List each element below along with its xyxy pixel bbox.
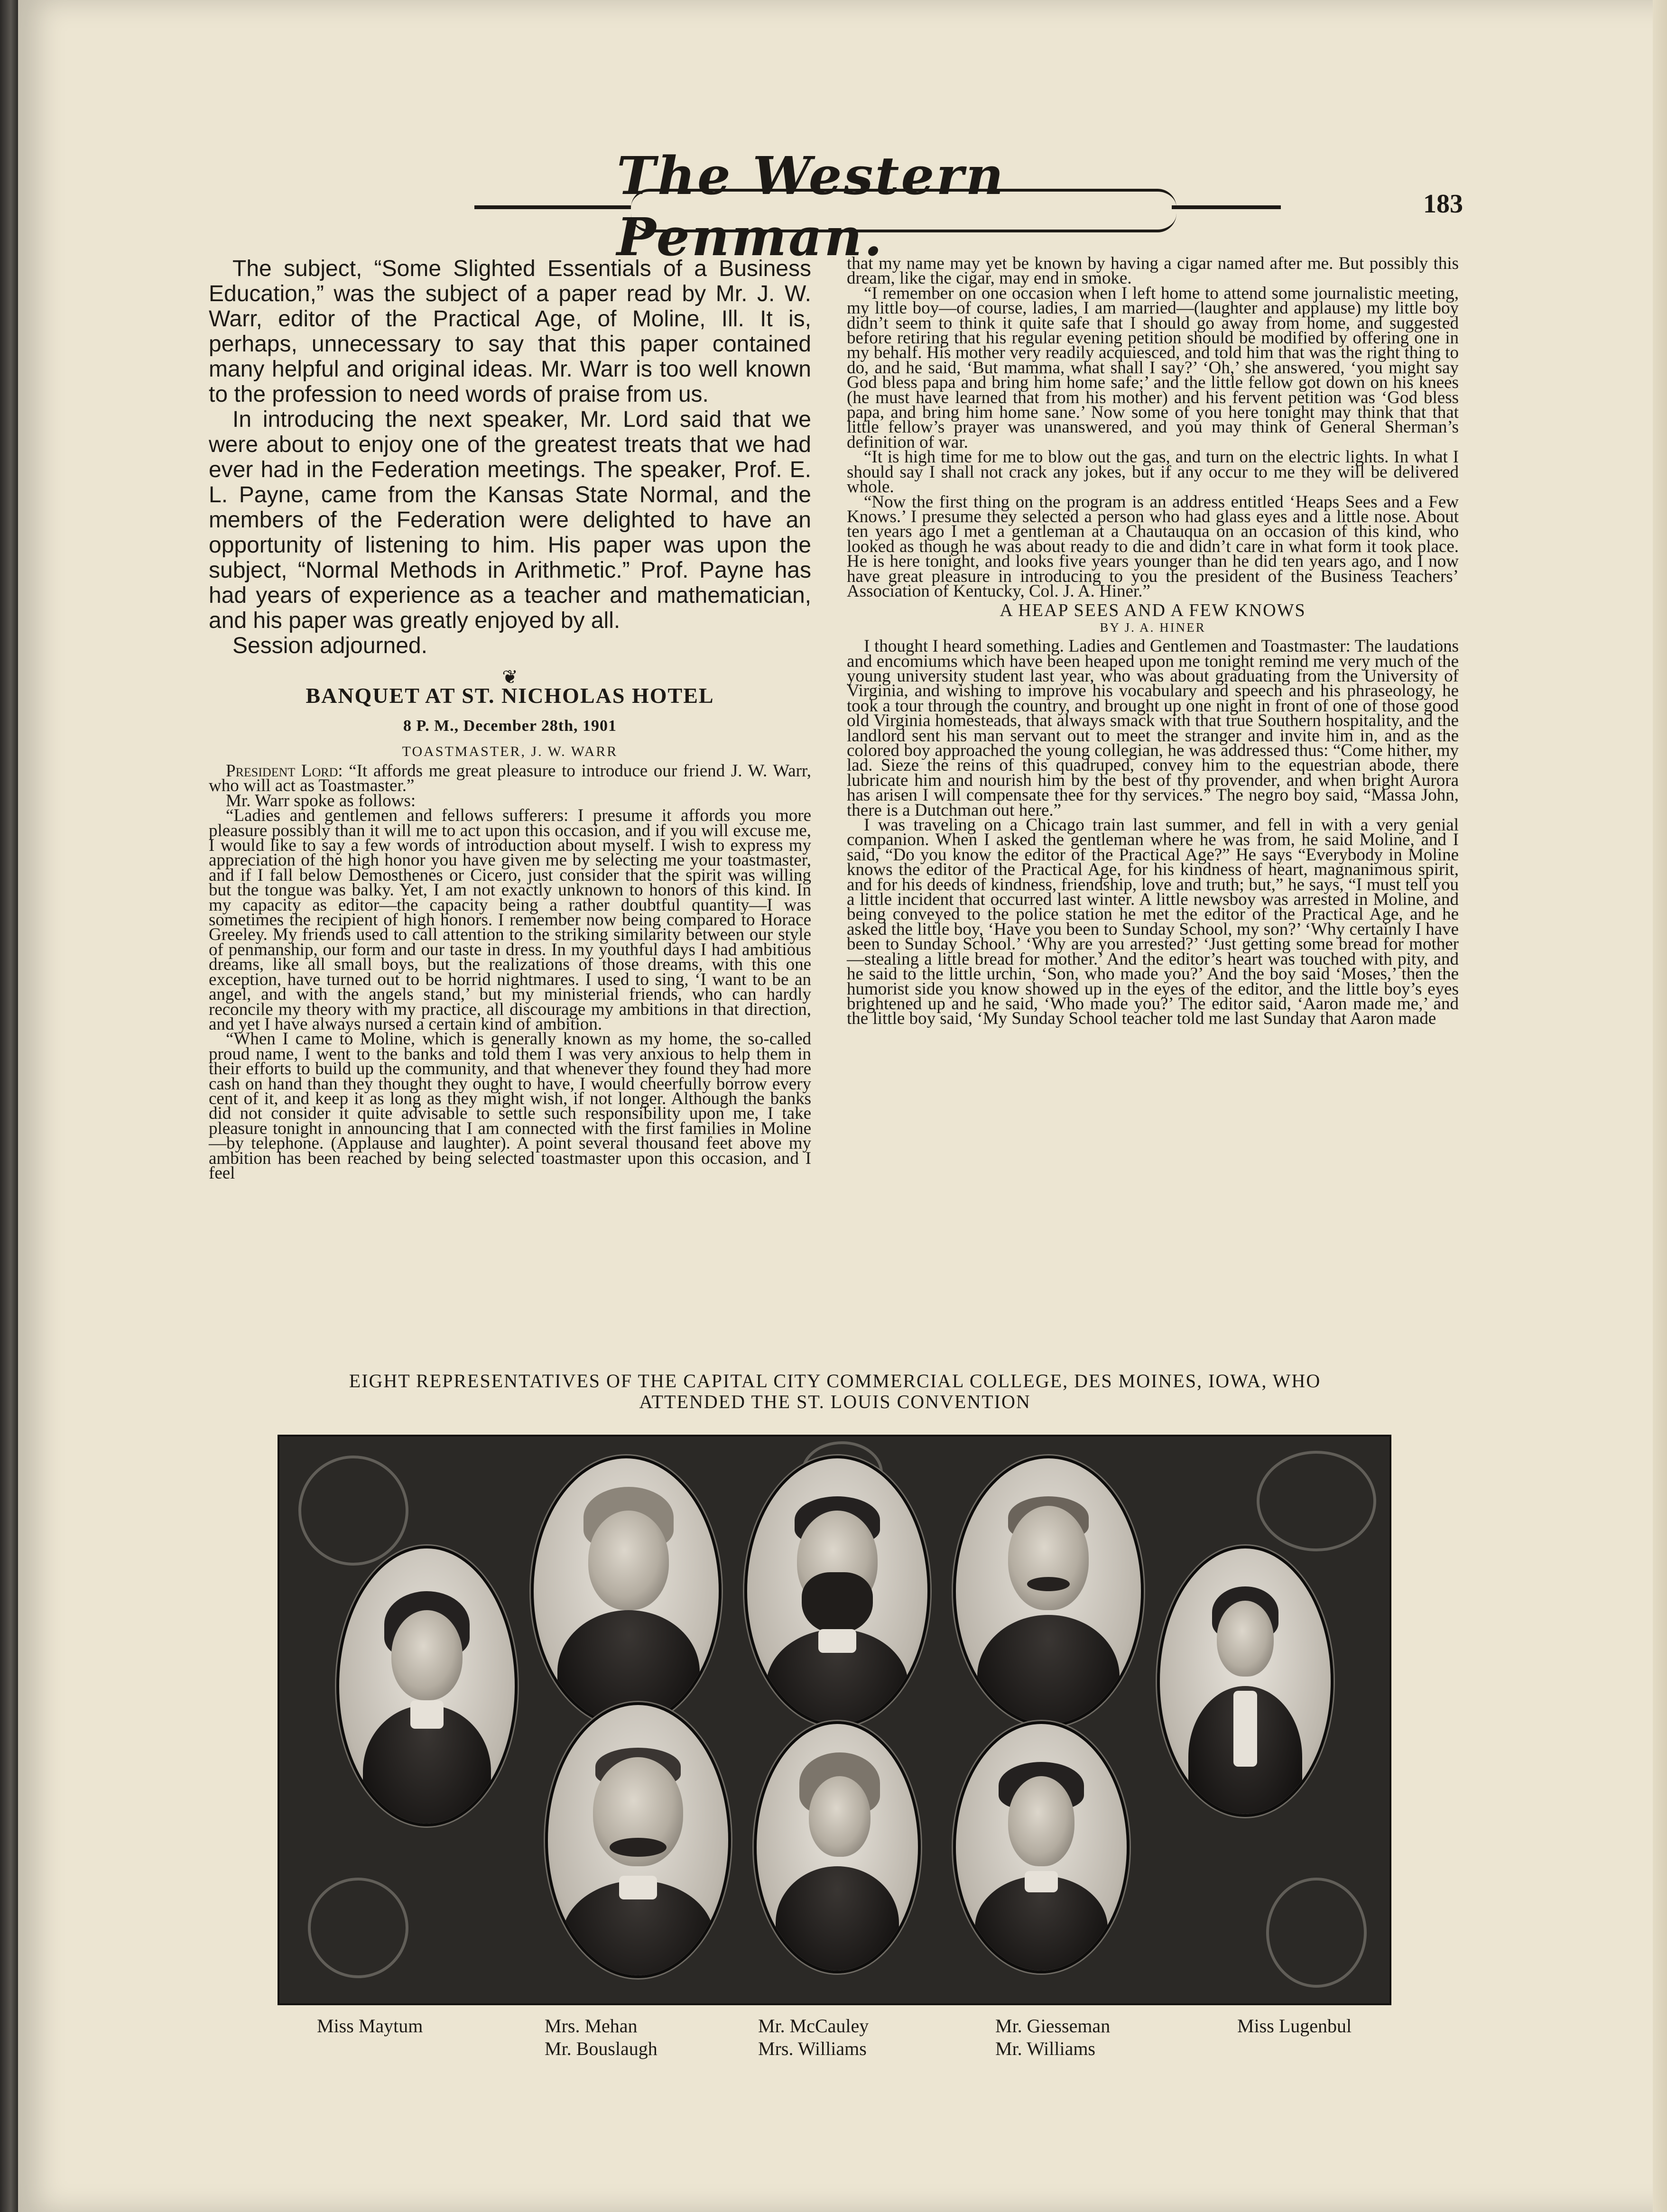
masthead-title: The Western Penman.: [617, 145, 1006, 267]
paragraph: The subject, “Some Slighted Essentials of a Business Education,” was the subject of a paper read by Mr. J. W. Warr, editor of the Practical Age, of Moline, Ill. It is, perhaps, unnecessary to say that this paper contained many helpful and original ideas. Mr. Warr is too well known to the profession to need words of praise from us.: [209, 256, 811, 407]
shirt-collar: [818, 1629, 856, 1653]
portrait-mrs-mehan: [531, 1456, 722, 1727]
dress: [776, 1866, 899, 1973]
scroll-ornament: [1266, 1878, 1367, 1988]
person-name: Mr. Bouslaugh: [545, 2038, 658, 2059]
person-name: Mr. McCauley: [758, 2015, 869, 2037]
paragraph: Mr. Warr spoke as follows:: [226, 791, 416, 811]
person-name: Mr. Giesseman: [995, 2015, 1111, 2037]
section-byline: BY J. A. HINER: [1100, 620, 1206, 635]
banquet-toastmaster: TOASTMASTER, J. W. WARR: [402, 744, 618, 759]
person-name: Miss Maytum: [317, 2015, 423, 2037]
paragraph-text: “It affords me great pleasure to introduce our friend J. W. Warr, who will act as Toastmaster.”: [209, 761, 811, 796]
paragraph: [209, 761, 811, 796]
leaf-ornament-icon: ❦: [502, 667, 518, 688]
face: [391, 1610, 463, 1700]
mustache: [1027, 1577, 1070, 1591]
right-column: [847, 254, 1459, 1029]
left-column-intro: [209, 256, 811, 695]
portrait-mr-giesseman: [953, 1456, 1144, 1727]
left-column-banquet-text: [209, 761, 811, 1183]
portrait-mr-bouslaugh: [545, 1702, 731, 1978]
portrait-miss-maytum: [336, 1546, 518, 1826]
photo-name-group: [758, 2015, 869, 2060]
page-edge: [1653, 0, 1667, 2212]
face: [809, 1776, 871, 1857]
scroll-ornament: [308, 1878, 408, 1978]
page-number: 183: [1423, 189, 1463, 219]
photo-name-group: [1237, 2015, 1352, 2037]
paragraph: “It is high time for me to blow out the gas, and turn on the electric lights. In what I should say I shall not crack any jokes, but if any occur to me they will be delivered whole.: [847, 447, 1459, 497]
masthead: [474, 145, 1281, 267]
lace-collar: [410, 1700, 444, 1729]
speaker-label: President Lord:: [226, 761, 343, 781]
paragraph: In introducing the next speaker, Mr. Lord said that we were about to enjoy one of the greatest treats that we had ever had in the Federation meetings. The speaker, Prof. E. L. Payne, came from the Kansas State Normal, and the members of the Federation were delighted to have an opportunity of listening to him. His paper was upon the subject, “Normal Methods in Arithmetic.” Prof. Payne has had years of experience as a teacher and mathematician, and his paper was greatly enjoyed by all.: [209, 407, 811, 633]
paragraph: I was traveling on a Chicago train last summer, and fell in with a very genial companion. When I asked the gentleman where he was from, he said Moline, and I said, “Do you know the editor of the Practical Age?” He says “Everybody in Moline knows the editor of the Practical Age, for his kindness of heart, magnanimous spirit, and for his deeds of kindness, friendship, love and truth; but,” he says, “I must tell you a little incident that occurred last winter. A little newsboy was arrested in Moline, and being conveyed to the police station he met the editor of the Practical Age, and he asked the little boy, ‘Have you been to Sunday School, my son?’ ‘Why certainly I have been to Sunday School.’ ‘Why are you arrested?’ ‘Just getting some bread for mother—stealing a little bread for mother.’ And the editor’s heart was touched with pity, and he said to the little urchin, ‘Son, who made you?’ And the boy said ‘Moses,’ then the humorist side you know showed up in the eyes of the editor, and the little boy’s eyes brightened up and he said, ‘Who made you?’ The editor said, ‘Aaron made me,’ and the little boy said, ‘My Sunday School teacher told me last Sunday that Aaron made: [847, 815, 1459, 1029]
caption-line: EIGHT REPRESENTATIVES OF THE CAPITAL CITY COMMERCIAL COLLEGE, DES MOINES, IOWA, WHO: [349, 1370, 1321, 1392]
paragraph: I thought I heard something. Ladies and Gentlemen and Toastmaster: The laudations and encomiums which have been heaped upon me tonight remind me very much of the young university student last year, who was about graduating from the University of Virginia, and wishing to improve his vocabulary and speech and his phraseology, he took a tour through the country, and brought up one night in front of one of those good old Virginia homesteads, that always smack with that true Southern hospitality, and the landlord sent his man servant out to meet the stranger and invite him in, and as the colored boy approached the young collegian, he was addressed thus: “Come hither, my lad. Sieze the reins of this quadruped, convey him to the equestrian abode, there lubricate him and nourish him by the best of thy provender, and when bright Aurora has arisen I will compensate thee for thy services.” The negro boy said, “Massa John, there is a Dutchman out here.”: [847, 636, 1459, 820]
person-name: Miss Lugenbul: [1237, 2015, 1352, 2037]
paragraph: “Now the first thing on the program is an address entitled ‘Heaps Sees and a Few Knows.’ I presume they selected a person who had glass eyes and a little nose. About ten years ago I met a gentleman at a Chautauqua on an occasion of this kind, who looked as though he was about ready to die and didn’t care in what form it took place. He is here tonight, and looks five years younger than he did ten years ago, and I now have great pleasure in introducing to you the president of the Business Teachers’ Association of Kentucky, Col. J. A. Hiner.”: [847, 492, 1459, 601]
person-name: Mrs. Williams: [758, 2038, 867, 2059]
banquet-heading: BANQUET AT ST. NICHOLAS HOTEL: [306, 683, 714, 708]
section-heading: A HEAP SEES AND A FEW KNOWS: [1000, 600, 1306, 621]
portrait-mrs-williams: [754, 1721, 921, 1973]
portrait-mr-mccauley: [744, 1456, 930, 1727]
group-portrait-photo: [278, 1435, 1391, 2005]
portrait-mr-williams: [953, 1721, 1130, 1973]
paragraph: that my name may yet be known by having a cigar named after me. But possibly this dream, like the cigar, may end in smoke.: [847, 254, 1459, 288]
person-name: Mr. Williams: [995, 2038, 1095, 2059]
masthead-rule-left: [474, 205, 631, 209]
face: [1008, 1776, 1074, 1866]
portrait-miss-lugenbul: [1157, 1546, 1334, 1817]
mustache: [610, 1838, 667, 1857]
beard: [802, 1572, 873, 1634]
caption-line: ATTENDED THE ST. LOUIS CONVENTION: [639, 1391, 1031, 1412]
paragraph: “Ladies and gentlemen and fellows sufferers: I presume it affords you more pleasure possibly than it will me to act upon this occasion, and if you will excuse me, I would like to say a few words of introduction about myself. I wish to express my appreciation of the high honor you have given me by selecting me your toastmaster, and if I fall below Demosthenes or Cicero, just consider that the spirit was willing but the tongue was balky. Yet, I am not exactly unknown to honors of this kind. In my capacity as editor—the capacity being a rather doubtful quantity—I was sometimes the recipient of high honors. I remember now being compared to Horace Greeley. My friends used to call attention to the striking similarity between our style of penmanship, our form and our taste in dress. In my youthful days I had ambitious dreams, like all small boys, but the realizations of those dreams, with this one exception, have turned out to be horrid nightmares. I used to sing, ‘I want to be an angel, and with the angels stand,’ but my ministerial friends, who can hardly reconcile my theory with my practice, all discourage my ambitions in that direction, and yet I have always nursed a certain kind of ambition.: [209, 806, 811, 1034]
photo-name-group: [995, 2015, 1110, 2060]
adjacent-page-edge: [0, 0, 18, 2212]
banquet-date: 8 P. M., December 28th, 1901: [403, 717, 617, 735]
lace-front: [1233, 1691, 1257, 1767]
face: [588, 1511, 669, 1610]
paragraph: “When I came to Moline, which is generally known as my home, the so-called proud name, I went to the banks and told them I was very anxious to help them in their efforts to build up the community, and that whenever they found they had more cash on hand than they thought they ought to have, I would cheerfully borrow every cent of it, and keep it as long as they might wish, if not longer. Although the banks did not consider it quite advisable to settle such responsibility upon me, I take pleasure tonight in announcing that I am connected with the first families in Moline—by telephone. (Applause and laughter). A point several thousand feet above my ambition has been reached by being selected toastmaster upon this occasion, and I feel: [209, 1029, 811, 1183]
paragraph: Session adjourned.: [232, 633, 427, 658]
photo-name-group: [545, 2015, 658, 2060]
photo-caption: [180, 1371, 1490, 1412]
shirt-collar: [1025, 1871, 1058, 1892]
scroll-ornament: [1257, 1451, 1376, 1551]
masthead-rule-right: [1172, 205, 1281, 209]
face: [1008, 1506, 1089, 1610]
paragraph: “I remember on one occasion when I left home to attend some journalistic meeting, my little boy—of course, ladies, I am married—(laughter and applause) my little boy didn’t seem to think it quite safe that I should go away from home, and suggested before retiring that his regular evening petition should be modified by offering one in my behalf. His mother very readily acquiesced, and told him that was the right thing to do, and he said, ‘But mamma, what shall I say?’ ‘Oh,’ she answered, ‘you might say God bless papa and bring him home safe;’ and the little fellow got down on his knees (he must have learned that from his mother) and his fervent petition was ‘God bless papa, and bring him home sane.’ Now some of you here tonight may think that that little fellow’s prayer was unanswered, and you may think of General Sherman’s definition of war.: [847, 283, 1459, 452]
shirt-collar: [619, 1876, 657, 1899]
face: [1217, 1601, 1274, 1677]
person-name: Mrs. Mehan: [545, 2015, 638, 2037]
photo-name-group: [317, 2015, 423, 2037]
